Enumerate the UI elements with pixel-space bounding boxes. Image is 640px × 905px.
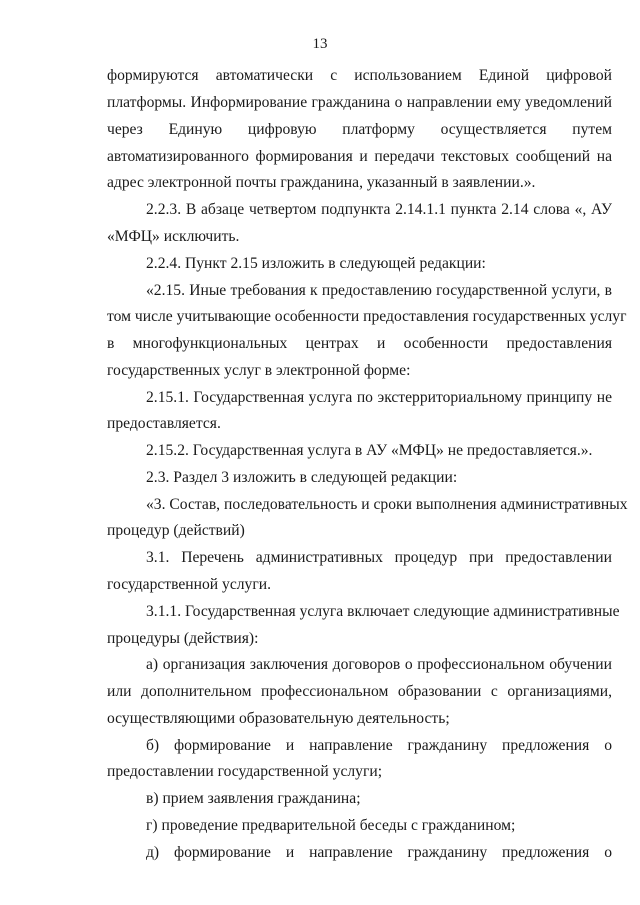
text-line: процедуры (действия): <box>107 630 259 647</box>
text-line: или дополнительном профессиональном образовании с организациями, <box>107 683 612 700</box>
text-line: б) формирование и направление гражданину предложения о <box>146 737 612 754</box>
text-line: государственной услуги. <box>107 576 271 593</box>
text-line: г) проведение предварительной беседы с гражданином; <box>146 817 516 834</box>
text-line: формируются автоматически с использованием Единой цифровой <box>107 67 612 84</box>
text-line: д) формирование и направление гражданину предложения о <box>146 844 612 861</box>
text-line: 2.2.3. В абзаце четвертом подпункта 2.14.1.1 пункта 2.14 слова «, АУ <box>146 201 612 218</box>
text-line: адрес электронной почты гражданина, указанный в заявлении.». <box>107 174 536 191</box>
text-line: 2.3. Раздел 3 изложить в следующей редакции: <box>146 469 458 486</box>
text-line: 3.1. Перечень административных процедур при предоставлении <box>146 549 612 566</box>
text-line: 2.15.2. Государственная услуга в АУ «МФЦ» не предоставляется.». <box>146 442 593 459</box>
text-line: через Единую цифровую платформу осуществляется путем <box>107 121 612 138</box>
text-line: «3. Состав, последовательность и сроки выполнения административных <box>146 496 628 513</box>
text-line: автоматизированного формирования и передачи текстовых сообщений на <box>107 148 612 165</box>
page-number: 13 <box>312 36 328 52</box>
text-line: 3.1.1. Государственная услуга включает следующие административные <box>146 603 620 620</box>
text-line: государственных услуг в электронной форме: <box>107 362 411 379</box>
text-line: в многофункциональных центрах и особенности предоставления <box>107 335 612 352</box>
text-line: платформы. Информирование гражданина о направлении ему уведомлений <box>107 94 612 111</box>
text-line: осуществляющими образовательную деятельность; <box>107 710 450 727</box>
text-line: том числе учитывающие особенности предоставления государственных услуг <box>107 308 627 325</box>
text-line: «МФЦ» исключить. <box>107 228 240 245</box>
text-line: 2.2.4. Пункт 2.15 изложить в следующей редакции: <box>146 255 486 272</box>
text-line: процедур (действий) <box>107 522 245 539</box>
text-line: предоставляется. <box>107 415 221 432</box>
text-line: в) прием заявления гражданина; <box>146 790 361 807</box>
text-line: 2.15.1. Государственная услуга по экстерриториальному принципу не <box>146 389 612 406</box>
text-line: а) организация заключения договоров о профессиональном обучении <box>146 656 612 673</box>
text-line: предоставлении государственной услуги; <box>107 763 383 780</box>
text-line: «2.15. Иные требования к предоставлению государственной услуги, в <box>146 282 612 299</box>
